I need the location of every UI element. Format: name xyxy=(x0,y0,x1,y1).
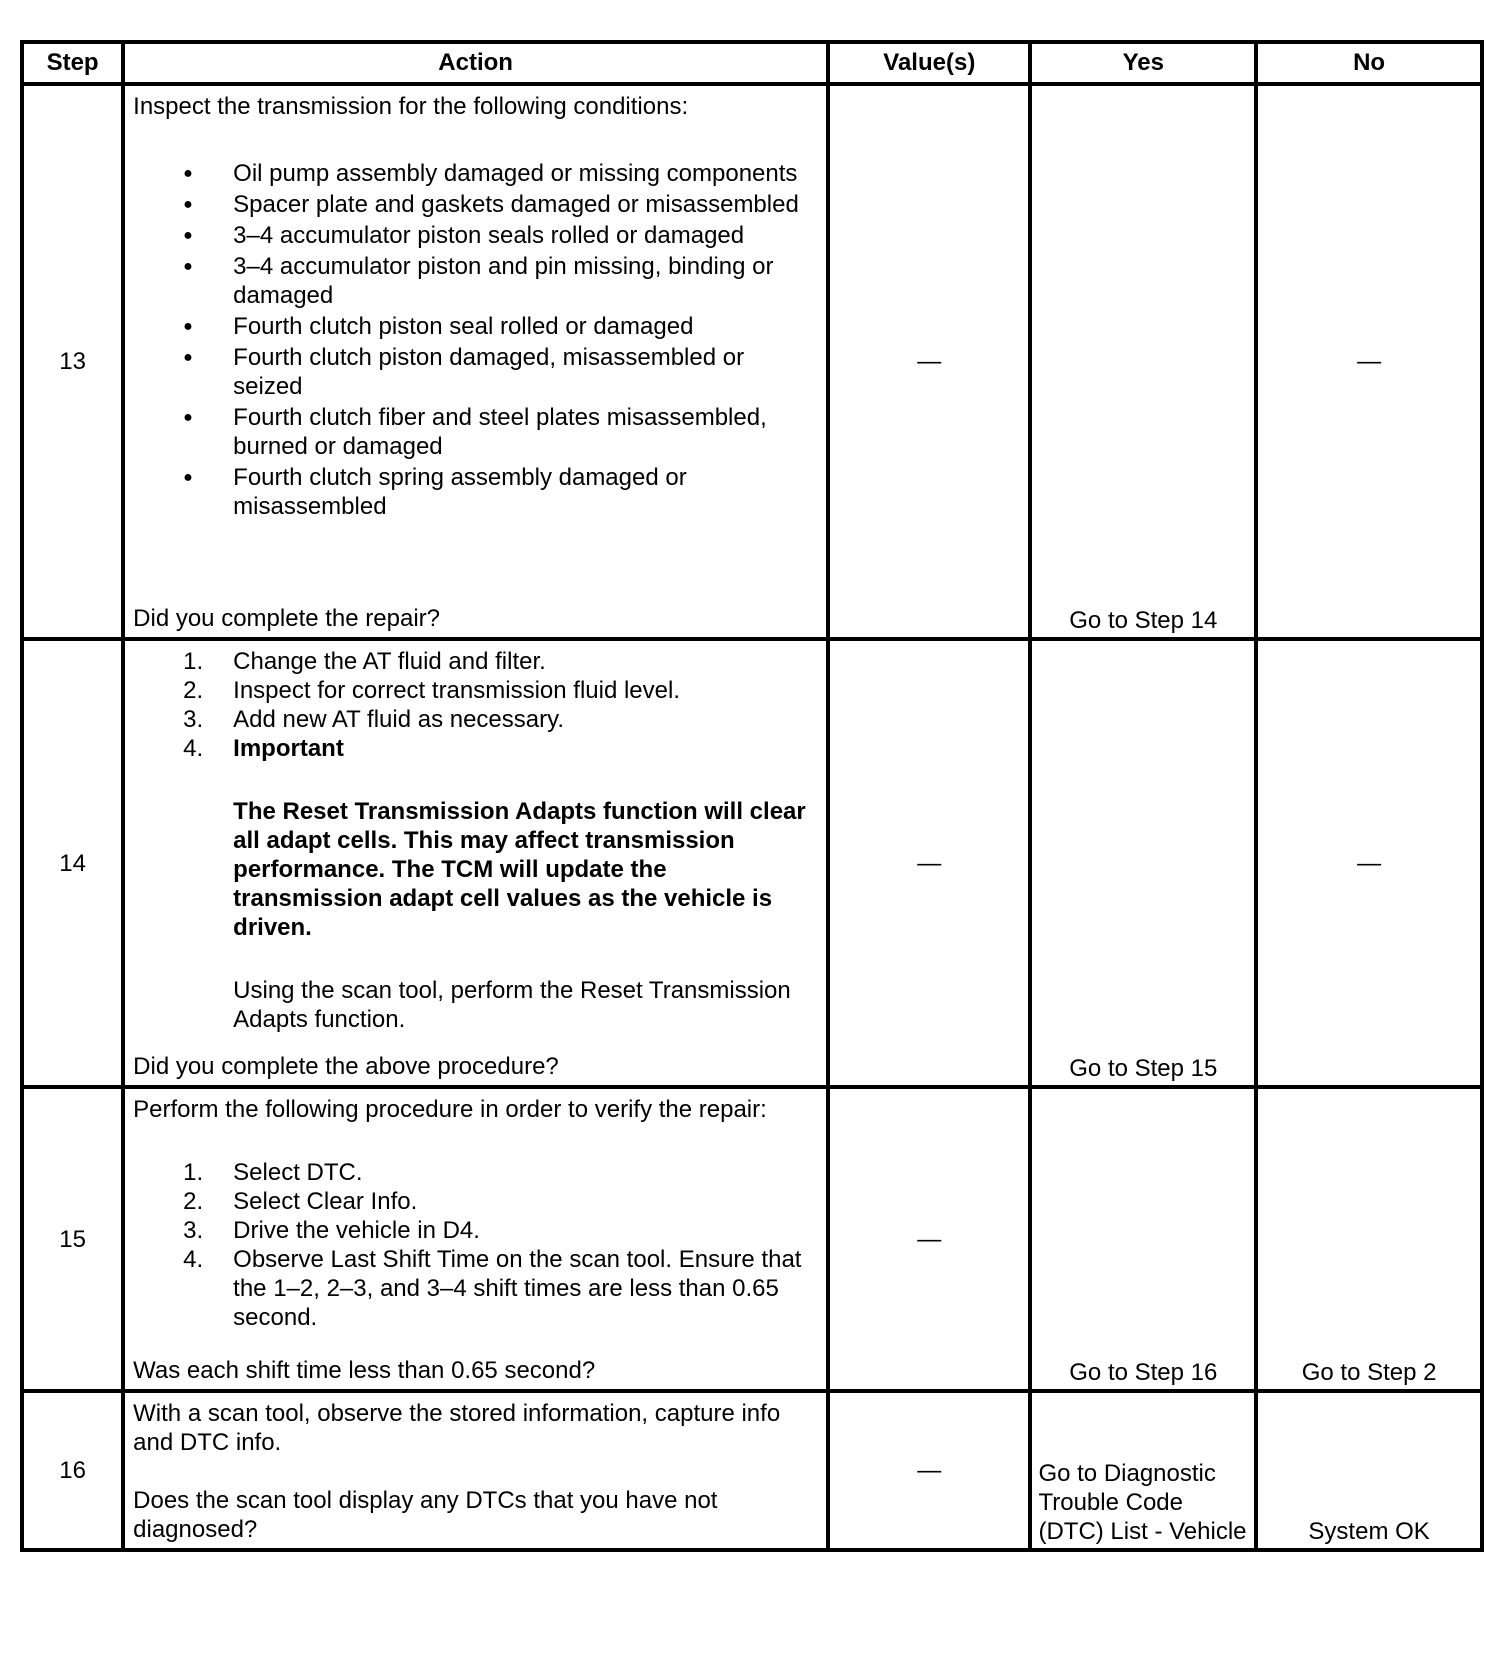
list-item: ● Fourth clutch spring assembly damaged or misassembled xyxy=(133,463,818,521)
yes-cell xyxy=(1030,1391,1256,1550)
step-number: 14 xyxy=(22,639,123,1087)
list-item: ● Oil pump assembly damaged or missing components xyxy=(133,159,818,188)
action-intro: Inspect the transmission for the following conditions: xyxy=(133,93,689,120)
action-question: Was each shift time less than 0.65 second? xyxy=(133,1357,596,1384)
list-item: 4. Observe Last Shift Time on the scan tool. Ensure that the 1–2, 2–3, and 3–4 shift times are less than 0.65 second. xyxy=(183,1246,802,1331)
important-note: The Reset Transmission Adapts function will clear all adapt cells. This may affect transmission performance. The TCM will update the transmission adapt cell values as the vehicle is driven. xyxy=(233,798,806,941)
action-cell xyxy=(123,639,828,1087)
list-item: 1. Change the AT fluid and filter. xyxy=(183,648,546,675)
header-step: Step xyxy=(22,42,123,84)
list-item: ● Spacer plate and gaskets damaged or misassembled xyxy=(133,190,818,219)
yes-link[interactable]: Go to Step 14 xyxy=(1069,607,1218,634)
table-row-step-13 xyxy=(22,84,1482,639)
list-item: 4. Important xyxy=(183,735,344,762)
yes-cell xyxy=(1030,639,1256,1087)
header-no: No xyxy=(1256,42,1482,84)
procedure-list xyxy=(133,1158,818,1332)
diagnostic-table xyxy=(20,40,1484,1552)
yes-link[interactable]: Go to Step 15 xyxy=(1069,1055,1218,1082)
list-item: 1. Select DTC. xyxy=(183,1159,363,1186)
header-action: Action xyxy=(123,42,828,84)
list-item: ● Fourth clutch piston damaged, misassembled or seized xyxy=(133,343,818,401)
table-row-step-15 xyxy=(22,1087,1482,1391)
header-yes: Yes xyxy=(1030,42,1256,84)
list-item: ● Fourth clutch fiber and steel plates misassembled, burned or damaged xyxy=(133,403,818,461)
action-intro: With a scan tool, observe the stored information, capture info and DTC info. xyxy=(133,1400,781,1456)
step-number: 16 xyxy=(22,1391,123,1550)
list-item: ● 3–4 accumulator piston and pin missing, binding or damaged xyxy=(133,252,818,310)
instruction-text: Using the scan tool, perform the Reset Transmission Adapts function. xyxy=(233,977,791,1033)
action-question: Did you complete the repair? xyxy=(133,605,440,632)
list-item: ● Fourth clutch piston seal rolled or damaged xyxy=(133,312,818,341)
list-item: 2. Select Clear Info. xyxy=(183,1188,418,1215)
no-cell: — xyxy=(1256,639,1482,1087)
no-result: System OK xyxy=(1308,1518,1430,1545)
no-link[interactable]: Go to Step 2 xyxy=(1301,1359,1437,1386)
action-cell xyxy=(123,1391,828,1550)
list-item: 2. Inspect for correct transmission fluid level. xyxy=(183,677,680,704)
value-cell: — xyxy=(828,84,1030,639)
value-cell: — xyxy=(828,639,1030,1087)
header-values: Value(s) xyxy=(828,42,1030,84)
step-number: 15 xyxy=(22,1087,123,1391)
yes-link[interactable]: Go to Diagnostic Trouble Code (DTC) List - Vehicle xyxy=(1038,1460,1247,1545)
table-row-step-14 xyxy=(22,639,1482,1087)
no-cell xyxy=(1256,1391,1482,1550)
value-cell: — xyxy=(828,1391,1030,1550)
list-item: ● 3–4 accumulator piston seals rolled or damaged xyxy=(133,221,818,250)
action-question: Did you complete the above procedure? xyxy=(133,1053,559,1080)
header-row xyxy=(22,42,1482,84)
action-cell xyxy=(123,1087,828,1391)
list-item: 3. Add new AT fluid as necessary. xyxy=(183,706,564,733)
yes-link[interactable]: Go to Step 16 xyxy=(1069,1359,1218,1386)
no-cell xyxy=(1256,1087,1482,1391)
value-cell: — xyxy=(828,1087,1030,1391)
action-intro: Perform the following procedure in order to verify the repair: xyxy=(133,1096,767,1123)
table-row-step-16 xyxy=(22,1391,1482,1550)
action-question: Does the scan tool display any DTCs that you have not diagnosed? xyxy=(133,1487,718,1543)
procedure-list xyxy=(133,647,818,763)
condition-list xyxy=(133,159,818,521)
list-item: 3. Drive the vehicle in D4. xyxy=(183,1217,480,1244)
yes-cell xyxy=(1030,1087,1256,1391)
step-number: 13 xyxy=(22,84,123,639)
action-cell xyxy=(123,84,828,639)
no-cell: — xyxy=(1256,84,1482,639)
yes-cell xyxy=(1030,84,1256,639)
